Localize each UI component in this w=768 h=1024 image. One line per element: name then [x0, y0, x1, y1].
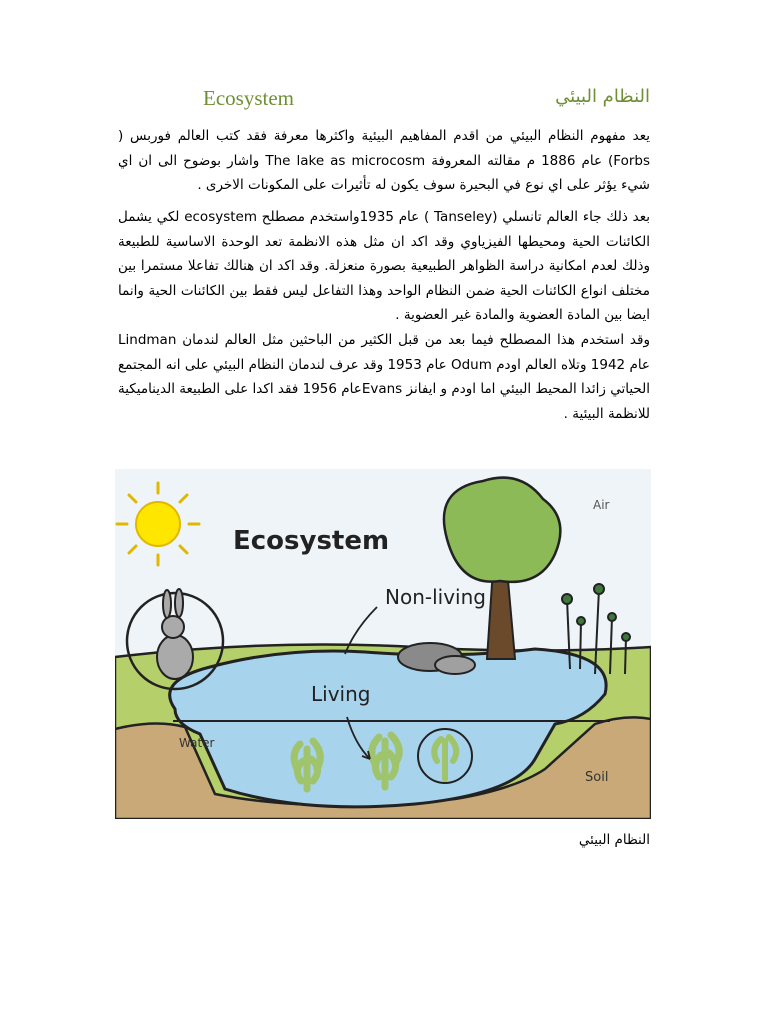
paragraph-tansley [118, 205, 650, 328]
paragraph-text: يعد مفهوم النظام البيئي من اقدم المفاهيم البيئية واكثرها معرفة فقد كتب العالم فوربس ( Forbs) عام 1886 م مقالته المعروفة The lake as microcosm واشار بوضوح الى ان اي شيء يؤثر على اي نوع في البحيرة سوف يكون له تأثيرات على المكونات الاخرى . [118, 128, 650, 193]
paragraph-lindman [118, 328, 650, 426]
figure-title: Ecosystem [233, 526, 390, 556]
paragraph-forbs [118, 124, 650, 198]
paragraph-text: بعد ذلك جاء العالم تانسلي (Tanseley ) عام 1935واستخدم مصطلح ecosystem لكي يشمل الكائنات الحية ومحيطها الفيزياوي وقد اكد ان مثل هذه الانظمة تعد الوحدة الاساسية للطبيعة وذلك لعدم امكانية دراسة الظواهر الطبيعية بصورة منعزلة. وقد اكد ان هنالك تفاعلا مستمرا بين مختلف انواع الكائنات الحية ضمن النظام الواحد وهذا التفاعل ليس فقط بين الكائنات الحية وانما ايضا بين المادة العضوية والمادة غير العضوية . [118, 209, 651, 323]
label-air: Air [593, 498, 610, 512]
label-living: Living [311, 682, 371, 706]
title-arabic: النظام البيئي [555, 86, 650, 107]
title-english: Ecosystem [203, 86, 294, 110]
ecosystem-illustration [115, 469, 651, 819]
water-plant-icon [294, 741, 320, 789]
label-soil: Soil [585, 770, 609, 785]
paragraph-text: وقد استخدم هذا المصطلح فيما بعد من قبل الكثير من الباحثين مثل العالم لندمان Lindman عام 1942 وتلاه العالم اودم Odum عام 1953 وقد عرف لندمان النظام البيئي على انه المجتمع الحياتي زائدا المحيط البيئي اما اودم و ايفانز Evansعام 1956 فقد اكدا على الطبيعة الديناميكية للانظمة البيئية . [118, 332, 650, 422]
label-non-living: Non-living [385, 585, 486, 609]
ecosystem-figure [115, 469, 651, 819]
label-water: Water [179, 736, 215, 750]
figure-caption: النظام البيئي [578, 832, 650, 848]
